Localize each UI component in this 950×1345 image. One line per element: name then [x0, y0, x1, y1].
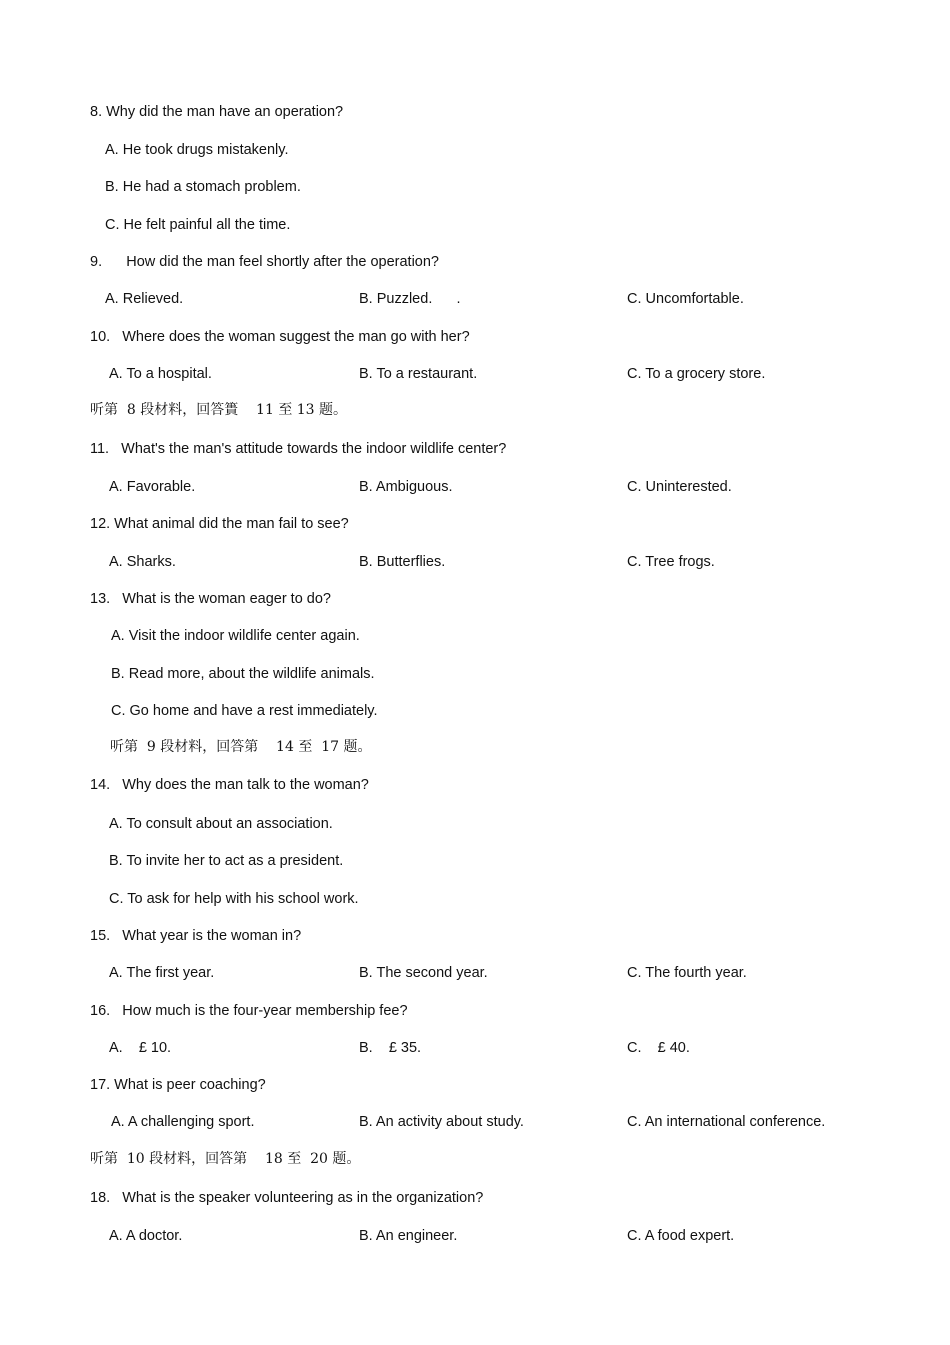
text-line: A. To a hospital.	[109, 366, 212, 382]
text-line: 10. Where does the woman suggest the man go with her?	[90, 329, 470, 345]
text-line: B. He had a stomach problem.	[105, 179, 301, 195]
text-line: 13. What is the woman eager to do?	[90, 591, 331, 607]
text-line: C. £ 40.	[627, 1040, 690, 1056]
text-line: B. An engineer.	[359, 1228, 458, 1244]
text-line: C. The fourth year.	[627, 965, 747, 981]
text-line: B. To a restaurant.	[359, 366, 478, 382]
text-line: A. A doctor.	[109, 1228, 183, 1244]
text-line: 14. Why does the man talk to the woman?	[90, 777, 369, 793]
text-line: 16. How much is the four-year membership fee?	[90, 1003, 408, 1019]
text-line: C. An international conference.	[627, 1114, 826, 1130]
text-line: B. Puzzled. .	[359, 291, 461, 307]
text-line: A. The first year.	[109, 965, 215, 981]
text-line: 15. What year is the woman in?	[90, 928, 302, 944]
text-line: 17. What is peer coaching?	[90, 1077, 266, 1093]
text-line: C. He felt painful all the time.	[105, 217, 291, 233]
text-line: A. He took drugs mistakenly.	[105, 142, 289, 158]
text-line: 9. How did the man feel shortly after the operation?	[90, 254, 439, 270]
text-line: B. An activity about study.	[359, 1114, 524, 1130]
text-line: C. Tree frogs.	[627, 554, 715, 570]
text-line: 8. Why did the man have an operation?	[90, 104, 344, 120]
section-instruction: 听第 9 段材料，回答第 14 至 17 题。	[110, 739, 372, 755]
section-instruction: 听第 8 段材料，回答簣 11 至 13 题。	[90, 402, 348, 418]
text-line: 11. What's the man's attitude towards the indoor wildlife center?	[90, 441, 507, 457]
text-line: C. Uninterested.	[627, 479, 732, 495]
text-line: C. Uncomfortable.	[627, 291, 744, 307]
text-line: C. To ask for help with his school work.	[109, 891, 359, 907]
text-line: C. Go home and have a rest immediately.	[111, 703, 378, 719]
text-line: B. £ 35.	[359, 1040, 422, 1056]
text-line: A. Visit the indoor wildlife center again.	[111, 628, 360, 644]
text-line: A. A challenging sport.	[111, 1114, 255, 1130]
text-line: A. £ 10.	[109, 1040, 172, 1056]
text-line: B. The second year.	[359, 965, 488, 981]
text-line: A. Favorable.	[109, 479, 196, 495]
text-line: B. Ambiguous.	[359, 479, 453, 495]
text-line: C. A food expert.	[627, 1228, 735, 1244]
text-line: C. To a grocery store.	[627, 366, 766, 382]
section-instruction: 听第 10 段材料，回答第 18 至 20 题。	[90, 1151, 361, 1167]
text-line: A. Sharks.	[109, 554, 176, 570]
text-line: B. Butterflies.	[359, 554, 446, 570]
text-line: B. Read more, about the wildlife animals.	[111, 666, 375, 682]
text-line: B. To invite her to act as a president.	[109, 853, 344, 869]
text-line: 18. What is the speaker volunteering as in the organization?	[90, 1190, 484, 1206]
text-line: A. To consult about an association.	[109, 816, 333, 832]
text-line: A. Relieved.	[105, 291, 184, 307]
text-line: 12. What animal did the man fail to see?	[90, 516, 349, 532]
